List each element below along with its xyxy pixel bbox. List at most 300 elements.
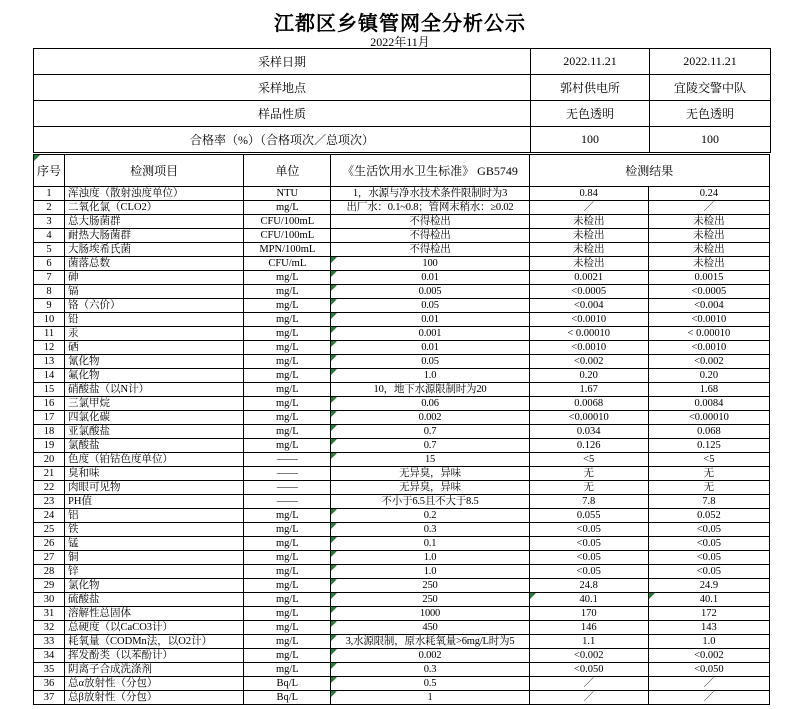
cell-flag-icon <box>331 551 337 557</box>
cell-result-1-text: 24.8 <box>579 580 598 591</box>
cell-result-1 <box>529 439 648 453</box>
cell-unit <box>244 677 331 691</box>
cell-no-text: 21 <box>43 468 55 479</box>
cell-unit-text: mg/L <box>275 440 299 451</box>
cell-result-2 <box>648 607 769 621</box>
cell-item <box>65 481 244 495</box>
cell-item <box>65 439 244 453</box>
cell-unit <box>244 243 331 257</box>
cell-result-2-text: 未检出 <box>693 244 725 255</box>
cell-unit <box>244 411 331 425</box>
cell-unit <box>244 537 331 551</box>
cell-result-1-text: 40.1 <box>579 594 598 605</box>
cell-no <box>34 425 65 439</box>
cell-item <box>65 453 244 467</box>
cell-unit <box>244 187 331 201</box>
cell-standard <box>331 453 529 467</box>
cell-no <box>34 593 65 607</box>
cell-no <box>34 369 65 383</box>
results-body <box>34 187 770 705</box>
cell-standard <box>331 663 529 677</box>
cell-unit-text: —— <box>276 482 298 493</box>
cell-result-1-text: <0.00010 <box>568 412 609 423</box>
table-row <box>34 565 770 579</box>
cell-result-2 <box>648 509 769 523</box>
table-row <box>34 425 770 439</box>
cell-result-2 <box>648 215 769 229</box>
cell-result-2 <box>648 425 769 439</box>
cell-result-1-text: 0.84 <box>579 188 598 199</box>
cell-result-2-text: ／ <box>703 202 715 213</box>
cell-result-1-text: 未检出 <box>572 230 605 241</box>
cell-result-2-text: <0.050 <box>694 664 724 675</box>
cell-standard-text: 0.005 <box>418 286 442 297</box>
cell-result-1 <box>529 551 648 565</box>
cell-no <box>34 201 65 215</box>
cell-result-1 <box>529 243 648 257</box>
cell-standard <box>331 565 529 579</box>
cell-no-text: 32 <box>43 622 55 633</box>
cell-item <box>65 383 244 397</box>
cell-no-text: 23 <box>43 496 55 507</box>
cell-item <box>65 187 244 201</box>
cell-no-text: 16 <box>43 398 55 409</box>
col-header-no-label: 序号 <box>37 164 62 178</box>
table-row <box>34 201 770 215</box>
cell-standard <box>331 607 529 621</box>
table-row <box>34 215 770 229</box>
cell-item-text: 肉眼可见物 <box>68 482 121 493</box>
cell-result-2-text: < 0.00010 <box>687 328 731 339</box>
cell-result-1 <box>529 453 648 467</box>
cell-no <box>34 453 65 467</box>
cell-unit <box>244 341 331 355</box>
cell-item-text: 铁 <box>68 524 79 535</box>
page-subtitle: 2022年11月 <box>370 35 430 49</box>
cell-no-text: 14 <box>43 370 55 381</box>
cell-result-1 <box>529 271 648 285</box>
cell-item-text: 二氧化氯（CLO2） <box>68 202 158 213</box>
cell-item-text: 汞 <box>68 328 79 339</box>
cell-standard <box>331 425 529 439</box>
cell-result-2-text: <0.002 <box>694 356 724 367</box>
cell-result-1 <box>529 495 648 509</box>
cell-result-1-text: <0.05 <box>576 552 601 563</box>
cell-no <box>34 439 65 453</box>
cell-item-text: 铝 <box>68 510 79 521</box>
cell-unit <box>244 495 331 509</box>
table-row <box>34 313 770 327</box>
table-row <box>34 467 770 481</box>
cell-item <box>65 201 244 215</box>
cell-result-1 <box>529 509 648 523</box>
cell-standard-text: 1 <box>427 692 433 703</box>
cell-unit <box>244 635 331 649</box>
cell-result-1 <box>529 201 648 215</box>
cell-no <box>34 411 65 425</box>
sampling-info-table <box>33 48 771 153</box>
cell-item-text: 色度（铂钴色度单位） <box>68 454 174 465</box>
cell-item <box>65 565 244 579</box>
cell-unit <box>244 271 331 285</box>
cell-result-2 <box>648 663 769 677</box>
cell-result-2-text: 未检出 <box>693 230 725 241</box>
cell-flag-icon <box>331 257 337 263</box>
cell-result-1 <box>529 635 648 649</box>
cell-standard-text: 250 <box>422 594 438 605</box>
cell-result-1-text: 1.67 <box>579 384 598 395</box>
cell-standard <box>331 579 529 593</box>
cell-result-1 <box>529 649 648 663</box>
cell-unit-text: mg/L <box>275 636 299 647</box>
cell-result-1-text: <0.002 <box>573 650 604 661</box>
cell-standard-text: 0.002 <box>418 650 442 661</box>
cell-unit-text: mg/L <box>275 328 299 339</box>
cell-standard <box>331 187 529 201</box>
cell-flag-icon <box>649 593 655 599</box>
table-row <box>34 607 770 621</box>
cell-standard-text: 1000 <box>419 608 441 619</box>
table-row <box>34 299 770 313</box>
cell-item-text: 耐热大肠菌群 <box>68 230 132 241</box>
cell-item-text: 铅 <box>68 314 79 325</box>
cell-item-text: 三氯甲烷 <box>68 398 111 409</box>
cell-no <box>34 537 65 551</box>
info-value-date-2: 2022.11.21 <box>650 49 771 75</box>
cell-standard-text: 0.7 <box>423 426 437 437</box>
table-row <box>34 327 770 341</box>
cell-standard <box>331 243 529 257</box>
cell-item <box>65 621 244 635</box>
cell-result-2-text: 0.0015 <box>694 272 724 283</box>
cell-result-1-text: <0.0005 <box>571 286 607 297</box>
cell-result-2-text: 0.125 <box>697 440 721 451</box>
cell-result-2-text: 无 <box>703 468 715 479</box>
cell-flag-icon <box>331 425 337 431</box>
cell-result-2-text: 0.052 <box>697 510 721 521</box>
cell-result-2-text: <0.0010 <box>691 314 727 325</box>
cell-result-1 <box>529 537 648 551</box>
cell-result-1 <box>529 593 648 607</box>
cell-standard <box>331 257 529 271</box>
cell-no <box>34 495 65 509</box>
cell-result-1 <box>529 467 648 481</box>
cell-unit-text: mg/L <box>275 538 299 549</box>
cell-unit <box>244 607 331 621</box>
cell-unit-text: CFU/100mL <box>260 230 315 241</box>
cell-flag-icon <box>331 397 337 403</box>
cell-item-text: 浑浊度（散射浊度单位） <box>68 188 184 199</box>
cell-no-text: 7 <box>46 272 52 283</box>
cell-result-2-text: <0.05 <box>696 566 722 577</box>
cell-unit-text: mg/L <box>275 566 299 577</box>
cell-unit-text: mg/L <box>275 384 299 395</box>
cell-unit-text: mg/L <box>275 510 299 521</box>
cell-result-2-text: <0.05 <box>696 524 722 535</box>
cell-standard <box>331 285 529 299</box>
cell-result-1-text: <0.050 <box>573 664 604 675</box>
cell-result-2 <box>648 593 769 607</box>
cell-item <box>65 495 244 509</box>
cell-result-1 <box>529 607 648 621</box>
cell-standard <box>331 481 529 495</box>
cell-item-text: 总大肠菌群 <box>68 216 121 227</box>
cell-result-1 <box>529 187 648 201</box>
cell-result-1 <box>529 355 648 369</box>
cell-result-2-text: 1.0 <box>702 636 716 647</box>
cell-result-2 <box>648 453 769 467</box>
cell-unit <box>244 593 331 607</box>
table-row <box>34 127 771 153</box>
cell-unit <box>244 565 331 579</box>
cell-result-1 <box>529 327 648 341</box>
cell-no <box>34 271 65 285</box>
cell-standard-text: 0.001 <box>418 328 442 339</box>
cell-flag-icon <box>331 369 337 375</box>
cell-no-text: 36 <box>43 678 55 689</box>
cell-flag-icon <box>331 537 337 543</box>
table-row <box>34 411 770 425</box>
cell-standard <box>331 271 529 285</box>
col-header-no <box>34 155 65 187</box>
cell-result-1 <box>529 677 648 691</box>
cell-standard-text: 0.01 <box>421 314 439 325</box>
cell-flag-icon <box>331 607 337 613</box>
cell-result-1 <box>529 257 648 271</box>
cell-result-1-text: 未检出 <box>572 216 605 227</box>
cell-standard-text: 0.5 <box>423 678 437 689</box>
cell-item-text: 硫酸盐 <box>68 594 100 605</box>
table-row <box>34 481 770 495</box>
cell-unit <box>244 229 331 243</box>
cell-flag-icon <box>331 355 337 361</box>
info-label-sample-nature: 样品性质 <box>34 101 531 127</box>
cell-unit <box>244 313 331 327</box>
cell-result-1-text: ／ <box>583 678 594 689</box>
cell-standard-text: 0.3 <box>423 664 437 675</box>
cell-no-text: 27 <box>43 552 55 563</box>
cell-item <box>65 663 244 677</box>
cell-result-2-text: <5 <box>703 454 715 465</box>
cell-result-1-text: <0.05 <box>576 566 601 577</box>
cell-no-text: 13 <box>43 356 55 367</box>
table-row <box>34 579 770 593</box>
cell-result-2-text: <0.002 <box>694 650 724 661</box>
cell-result-2 <box>648 411 769 425</box>
cell-flag-icon <box>331 565 337 571</box>
cell-standard <box>331 313 529 327</box>
cell-result-2 <box>648 299 769 313</box>
cell-item-text: 锌 <box>68 566 79 577</box>
cell-item-text: 锰 <box>68 538 79 549</box>
cell-result-2-text: 172 <box>701 608 717 619</box>
cell-item-text: 四氯化碳 <box>68 412 111 423</box>
cell-result-1-text: 0.034 <box>576 426 601 437</box>
col-header-standard: 《生活饮用水卫生标准》 GB5749 <box>331 155 529 187</box>
cell-flag-icon <box>331 523 337 529</box>
cell-result-2 <box>648 523 769 537</box>
cell-unit-text: Bq/L <box>276 678 299 689</box>
cell-unit-text: mg/L <box>275 664 299 675</box>
cell-result-1-text: <0.0010 <box>571 314 607 325</box>
cell-item <box>65 551 244 565</box>
cell-unit <box>244 369 331 383</box>
cell-standard <box>331 551 529 565</box>
cell-unit <box>244 509 331 523</box>
cell-standard-text: 15 <box>424 454 436 465</box>
cell-item <box>65 341 244 355</box>
cell-item-text: 硝酸盐（以N计） <box>68 384 150 395</box>
cell-result-2-text: 7.8 <box>702 496 716 507</box>
cell-unit-text: mg/L <box>275 608 299 619</box>
cell-unit-text: mg/L <box>275 412 299 423</box>
cell-result-2 <box>648 313 769 327</box>
cell-item-text: 硒 <box>68 342 79 353</box>
cell-no <box>34 243 65 257</box>
table-row <box>34 649 770 663</box>
cell-standard <box>331 649 529 663</box>
cell-standard <box>331 229 529 243</box>
cell-standard-text: 0.2 <box>423 510 437 521</box>
cell-item-text: PH值 <box>68 496 92 507</box>
cell-no-text: 4 <box>46 230 52 241</box>
cell-no <box>34 215 65 229</box>
info-value-rate-1: 100 <box>531 127 650 153</box>
cell-no <box>34 481 65 495</box>
cell-no-text: 24 <box>43 510 55 521</box>
cell-no <box>34 621 65 635</box>
cell-unit-text: mg/L <box>275 398 299 409</box>
table-row <box>34 229 770 243</box>
table-row <box>34 271 770 285</box>
table-row <box>34 677 770 691</box>
cell-unit-text: mg/L <box>275 286 299 297</box>
col-header-unit: 单位 <box>244 155 331 187</box>
cell-result-2-text: 未检出 <box>693 216 725 227</box>
cell-result-2 <box>648 229 769 243</box>
cell-no-text: 12 <box>43 342 55 353</box>
cell-result-2 <box>648 201 769 215</box>
cell-item <box>65 397 244 411</box>
cell-result-2 <box>648 467 769 481</box>
cell-item <box>65 677 244 691</box>
cell-result-2 <box>648 369 769 383</box>
cell-result-2 <box>648 691 769 705</box>
cell-result-2 <box>648 551 769 565</box>
cell-unit-text: CFU/100mL <box>260 216 315 227</box>
cell-no <box>34 229 65 243</box>
cell-result-2-text: 143 <box>701 622 717 633</box>
cell-no <box>34 663 65 677</box>
cell-standard-text: 0.7 <box>423 440 437 451</box>
cell-standard-text: 0.01 <box>421 342 439 353</box>
cell-item <box>65 271 244 285</box>
info-label-pass-rate: 合格率（%）（合格项次／总项次） <box>34 127 531 153</box>
cell-no <box>34 257 65 271</box>
cell-result-2 <box>648 621 769 635</box>
cell-standard-text: 0.05 <box>421 300 439 311</box>
cell-item <box>65 691 244 705</box>
cell-item-text: 砷 <box>68 272 79 283</box>
cell-unit <box>244 215 331 229</box>
cell-unit-text: mg/L <box>275 650 299 661</box>
cell-flag-icon <box>331 621 337 627</box>
cell-result-1-text: <5 <box>583 454 595 465</box>
cell-flag-icon <box>331 411 337 417</box>
cell-item-text: 氯酸盐 <box>68 440 100 451</box>
cell-standard-text: 出厂水：0.1~0.8；管网末稍水：≥0.02 <box>346 202 514 213</box>
cell-standard-text: 100 <box>422 258 438 269</box>
table-row <box>34 285 770 299</box>
cell-no <box>34 649 65 663</box>
cell-no-text: 20 <box>43 454 55 465</box>
info-value-nature-2: 无色透明 <box>650 101 771 127</box>
cell-unit <box>244 299 331 313</box>
cell-standard <box>331 299 529 313</box>
cell-result-1 <box>529 621 648 635</box>
cell-no-text: 19 <box>43 440 55 451</box>
cell-unit-text: mg/L <box>275 300 299 311</box>
cell-standard <box>331 397 529 411</box>
cell-result-1 <box>529 481 648 495</box>
cell-item <box>65 257 244 271</box>
results-table <box>33 154 770 705</box>
cell-result-1 <box>529 663 648 677</box>
cell-flag-icon <box>331 635 337 641</box>
cell-flag-icon <box>530 593 536 599</box>
cell-result-2 <box>648 537 769 551</box>
cell-unit <box>244 551 331 565</box>
table-row <box>34 635 770 649</box>
cell-standard <box>331 383 529 397</box>
cell-result-1-text: <0.05 <box>576 524 601 535</box>
cell-no <box>34 341 65 355</box>
cell-standard <box>331 495 529 509</box>
cell-item <box>65 509 244 523</box>
cell-result-1-text: < 0.00010 <box>567 328 611 339</box>
info-value-date-1: 2022.11.21 <box>531 49 650 75</box>
cell-no <box>34 299 65 313</box>
cell-result-1 <box>529 579 648 593</box>
cell-unit-text: mg/L <box>275 202 299 213</box>
cell-standard-text: 1，水源与净水技术条件限制时为3 <box>352 188 508 199</box>
table-row <box>34 187 770 201</box>
cell-no <box>34 509 65 523</box>
cell-unit <box>244 481 331 495</box>
cell-flag-icon <box>331 509 337 515</box>
cell-result-2 <box>648 341 769 355</box>
cell-item-text: 氰化物 <box>68 356 100 367</box>
cell-result-2-text: 1.68 <box>699 384 719 395</box>
cell-unit-text: mg/L <box>275 314 299 325</box>
cell-result-1-text: 1.1 <box>582 636 596 647</box>
cell-item <box>65 467 244 481</box>
cell-unit <box>244 327 331 341</box>
cell-unit-text: —— <box>276 454 298 465</box>
cell-standard-text: 不得检出 <box>409 216 451 227</box>
cell-unit-text: —— <box>276 468 298 479</box>
col-header-result: 检测结果 <box>529 155 769 187</box>
cell-unit <box>244 691 331 705</box>
cell-unit <box>244 523 331 537</box>
cell-result-1 <box>529 341 648 355</box>
cell-result-1 <box>529 285 648 299</box>
cell-result-2-text: <0.0010 <box>691 342 727 353</box>
cell-result-1-text: 146 <box>580 622 597 633</box>
cell-unit-text: mg/L <box>275 524 299 535</box>
cell-result-1-text: 无 <box>583 468 594 479</box>
cell-unit <box>244 621 331 635</box>
